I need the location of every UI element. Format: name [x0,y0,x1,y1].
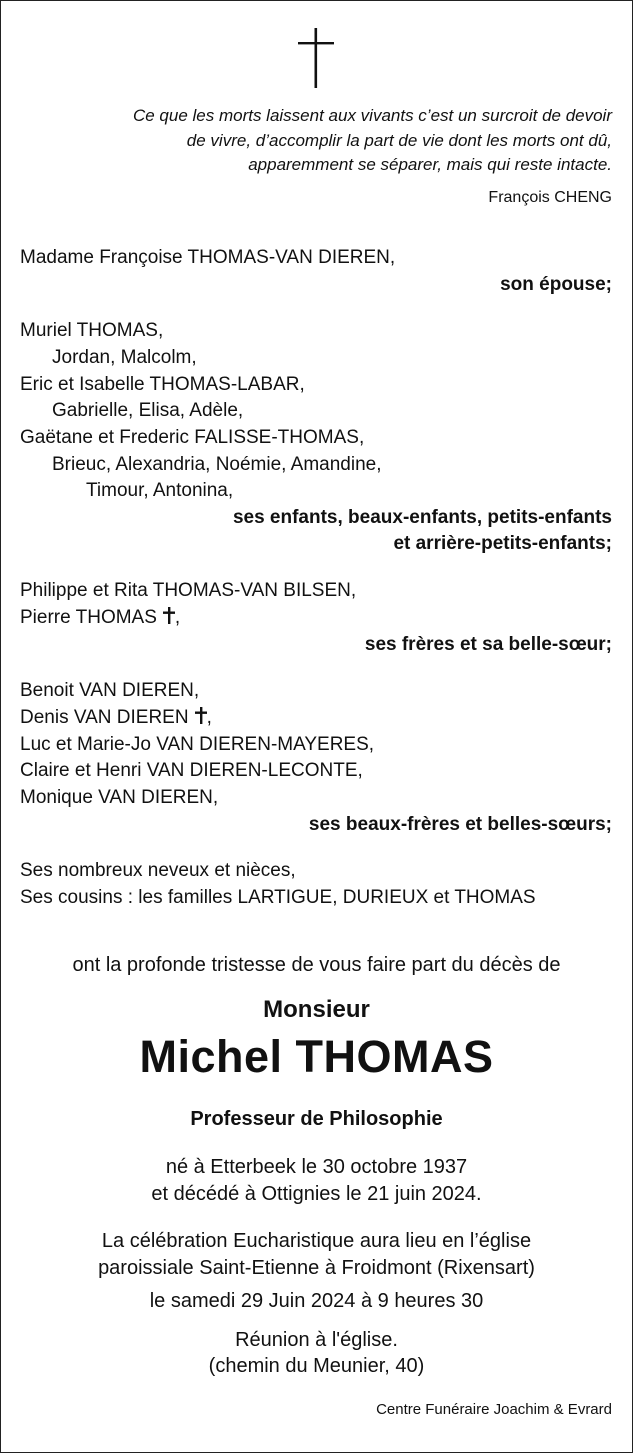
announcement: ont la profonde tristesse de vous faire part du décès de [72,954,561,976]
punctuation: , [174,607,181,628]
children-relation: et arrière-petits-enfants; [393,533,612,554]
family-line: Gabrielle, Elisa, Adèle, [52,400,244,421]
spouse-name: Madame Françoise THOMAS-VAN DIEREN, [20,247,396,268]
spouse-relation: son épouse; [500,274,612,295]
family-line: Muriel THOMAS, [20,320,164,341]
family-line-deceased [20,705,212,731]
children-relation: ses enfants, beaux-enfants, petits-enfants [232,507,612,528]
inlaws-relation: ses beaux-frères et belles-sœurs; [308,814,612,835]
family-line: Ses nombreux neveux et nièces, [20,860,296,881]
cross-icon [195,707,207,724]
family-line: Eric et Isabelle THOMAS-LABAR, [20,374,305,395]
reunion-address: (chemin du Meunier, 40) [208,1355,425,1377]
family-line: Brieuc, Alexandria, Noémie, Amandine, [52,454,382,475]
quote-line: de vivre, d’accomplir la part de vie dont les morts ont dû, [186,130,612,150]
family-line: Luc et Marie-Jo VAN DIEREN-MAYERES, [20,734,375,755]
deceased-name: Michel THOMAS [139,1031,494,1082]
family-line: Benoit VAN DIEREN, [20,680,200,701]
family-line: Timour, Antonina, [86,480,234,501]
family-line: Monique VAN DIEREN, [20,787,219,808]
family-line: Ses cousins : les familles LARTIGUE, DURIEUX et THOMAS [20,887,536,908]
reunion-line: Réunion à l'église. [235,1329,398,1351]
punctuation: , [206,707,212,728]
deceased-title: Monsieur [263,996,370,1023]
quote-line: Ce que les morts laissent aux vivants c’est un surcroit de devoir [132,106,612,125]
quote [52,104,612,178]
funeral-home: Centre Funéraire Joachim & Evrard [376,1401,612,1418]
ceremony-date: le samedi 29 Juin 2024 à 9 heures 30 [149,1290,484,1312]
ceremony-line: paroissiale Saint-Etienne à Froidmont (Rixensart) [98,1257,535,1279]
family-line-deceased [20,605,180,631]
family-line: Jordan, Malcolm, [52,347,197,368]
cross-icon [296,28,336,88]
ceremony-line: La célébration Eucharistique aura lieu en l’église [101,1230,532,1252]
birth-info: né à Etterbeek le 30 octobre 1937 [165,1156,468,1178]
cross-icon [163,607,175,624]
deceased-profession: Professeur de Philosophie [190,1108,443,1130]
family-line: Philippe et Rita THOMAS-VAN BILSEN, [20,580,357,601]
family-name: Pierre THOMAS [20,607,157,628]
family-line: Claire et Henri VAN DIEREN-LECONTE, [20,760,363,781]
quote-author: François CHENG [488,189,612,206]
quote-line: apparemment se séparer, mais qui reste intacte. [248,155,612,174]
family-line: Gaëtane et Frederic FALISSE-THOMAS, [20,427,365,448]
death-info: et décédé à Ottignies le 21 juin 2024. [151,1183,482,1205]
siblings-relation: ses frères et sa belle-sœur; [364,634,612,655]
family-name: Denis VAN DIEREN [20,707,189,728]
